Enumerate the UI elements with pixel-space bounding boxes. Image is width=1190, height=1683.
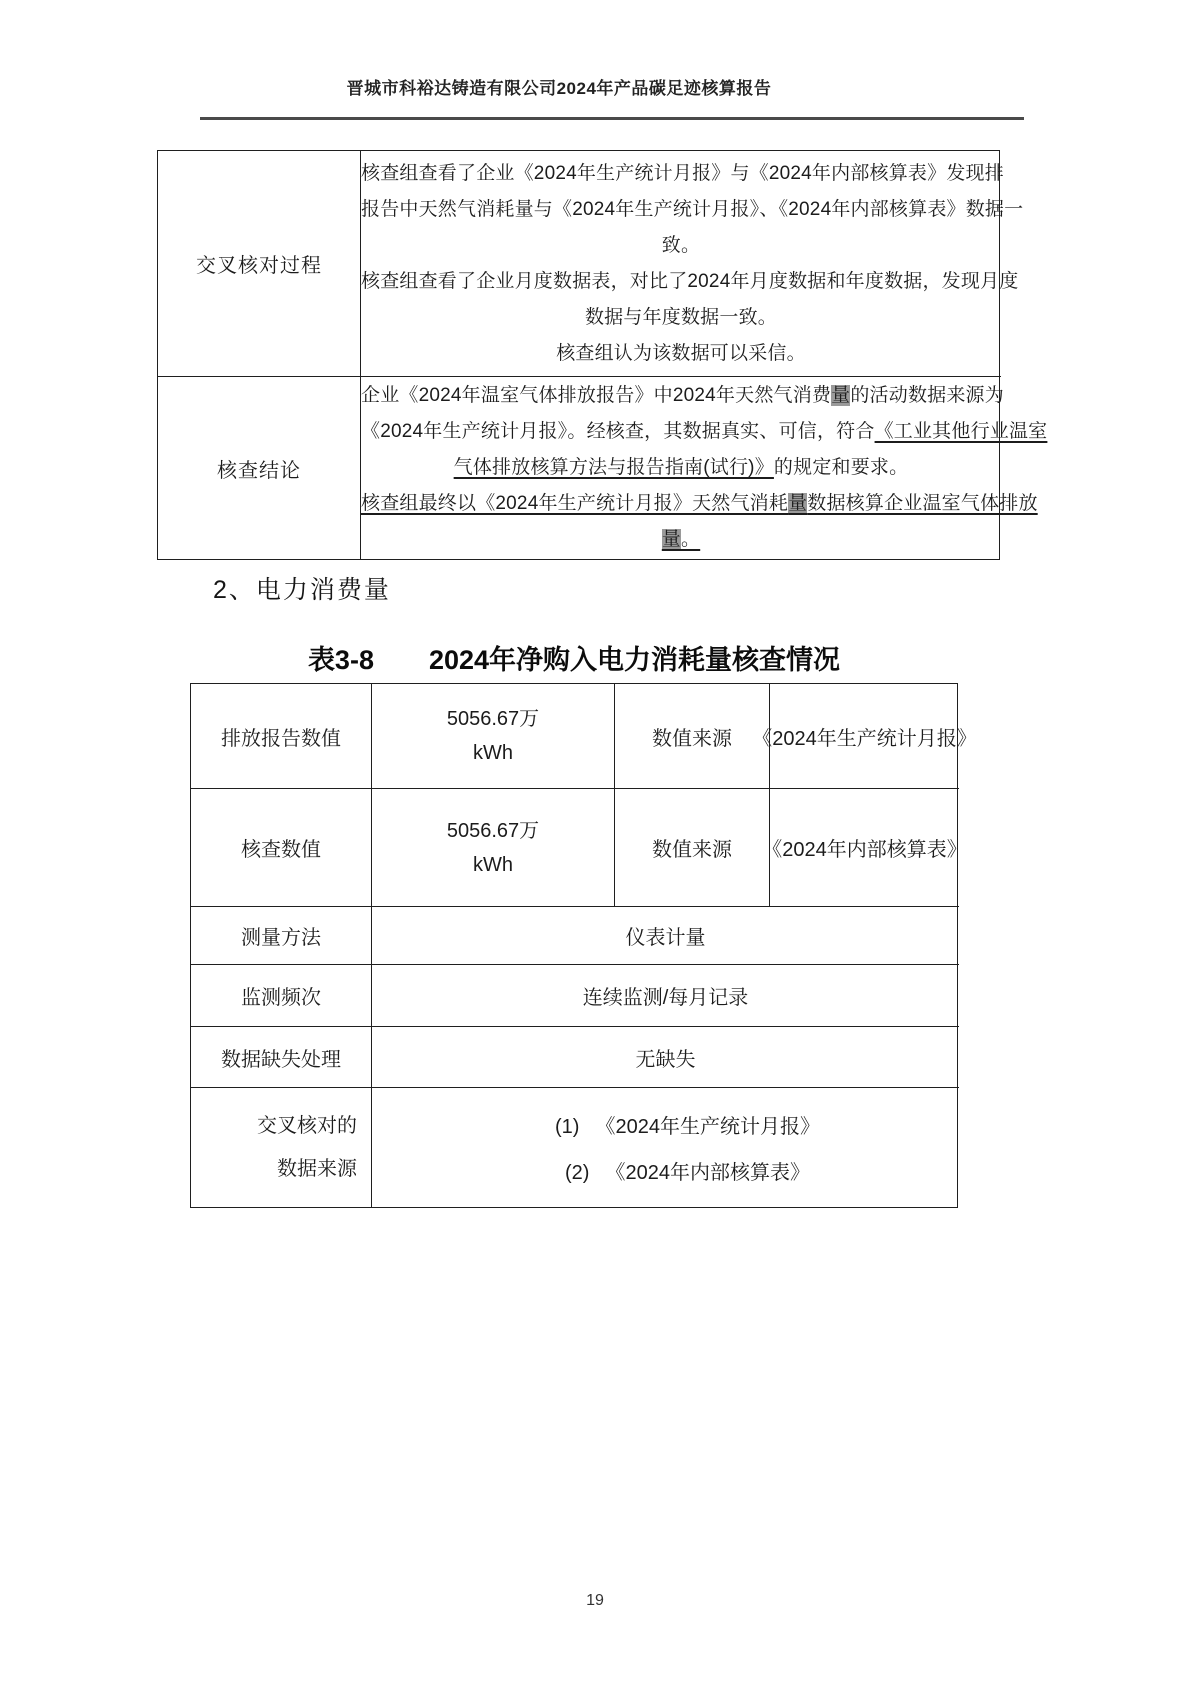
value-source-2: 《2024年内部核算表》: [769, 788, 959, 906]
label-emission-report-value: 排放报告数值: [221, 727, 341, 750]
label-line: 数据来源: [277, 1158, 357, 1181]
item-number: (1): [555, 1116, 580, 1139]
table-title-text: 2024年净购入电力消耗量核查情况: [428, 645, 841, 675]
report-header-title: 晋城市科裕达铸造有限公司2024年产品碳足迹核算报告: [346, 79, 772, 98]
table-row-label-verification-conclusion: 核查结论: [158, 376, 361, 559]
table-3-8-title: [190, 638, 958, 677]
label-value-source-2: 数值来源: [614, 788, 769, 906]
text-line: 核查组认为该数据可以采信。: [556, 342, 806, 364]
monitoring-frequency-value: 连续监测/每月记录: [371, 964, 959, 1026]
measurement-method-value: 仪表计量: [371, 906, 959, 964]
label-verified-value: 核查数值: [191, 788, 371, 906]
item-doc: 《2024年内部核算表》: [605, 1161, 810, 1184]
text-line: 核查组查看了企业《2024年生产统计月报》与《2024年内部核算表》发现排: [361, 162, 1004, 184]
text-line: 报告中天然气消耗量与《2024年生产统计月报》、《2024年内部核算表》数据一: [361, 198, 1024, 220]
cross-check-table: [157, 150, 1048, 560]
section-heading-electricity: 2、电力消费量: [213, 576, 391, 604]
text-line: 核查组查看了企业月度数据表，对比了2024年月度数据和年度数据，发现月度: [361, 270, 1019, 292]
electricity-verification-table: [190, 683, 977, 1208]
label-missing-data-handling: 数据缺失处理: [191, 1026, 371, 1087]
value-amount: 5056.67万: [446, 819, 540, 842]
value-amount: 5056.67万: [446, 708, 540, 730]
label-cross-check-data-sources: [191, 1087, 371, 1207]
label-measurement-method: 测量方法: [191, 906, 371, 964]
value-unit: kWh: [473, 742, 513, 764]
label-value-source-1: 数值来源: [614, 684, 769, 788]
text-line: 数据与年度数据一致。: [584, 306, 777, 328]
header-divider-rule: [200, 117, 1024, 120]
label-line: 交叉核对的: [257, 1114, 357, 1137]
text-line: 致。: [661, 234, 701, 256]
table-number: 表3-8: [307, 645, 374, 675]
label-monitoring-frequency: 监测频次: [191, 964, 371, 1026]
verified-value: [371, 788, 614, 906]
data-source-item: [555, 1110, 820, 1139]
value-source-1: 《2024年生产统计月报》: [769, 684, 959, 788]
item-doc: 《2024年生产统计月报》: [595, 1116, 820, 1139]
text-line: 核查组最终以《2024年生产统计月报》天然气消耗量数据核算企业温室气体排放: [361, 493, 1038, 514]
verification-conclusion-text: [361, 376, 1048, 559]
text-line: 气体排放核算方法与报告指南(试行)》的规定和要求。: [453, 457, 909, 478]
text-line: 量。: [661, 529, 701, 550]
text-line: 《2024年生产统计月报》。经核查，其数据真实、可信，符合《工业其他行业温室: [361, 421, 1048, 442]
data-source-item: [565, 1156, 810, 1185]
emission-report-value: [371, 684, 614, 788]
cross-check-process-text: [361, 151, 1024, 376]
value-unit: kWh: [473, 853, 513, 876]
table-row-label-cross-check-process: 交叉核对过程: [158, 151, 361, 376]
item-number: (2): [565, 1161, 590, 1184]
page-number: 19: [586, 1592, 604, 1609]
text-line: 企业《2024年温室气体排放报告》中2024年天然气消费量的活动数据来源为: [361, 385, 1004, 406]
missing-data-handling-value: 无缺失: [371, 1026, 959, 1087]
cross-check-data-sources: [371, 1087, 959, 1207]
